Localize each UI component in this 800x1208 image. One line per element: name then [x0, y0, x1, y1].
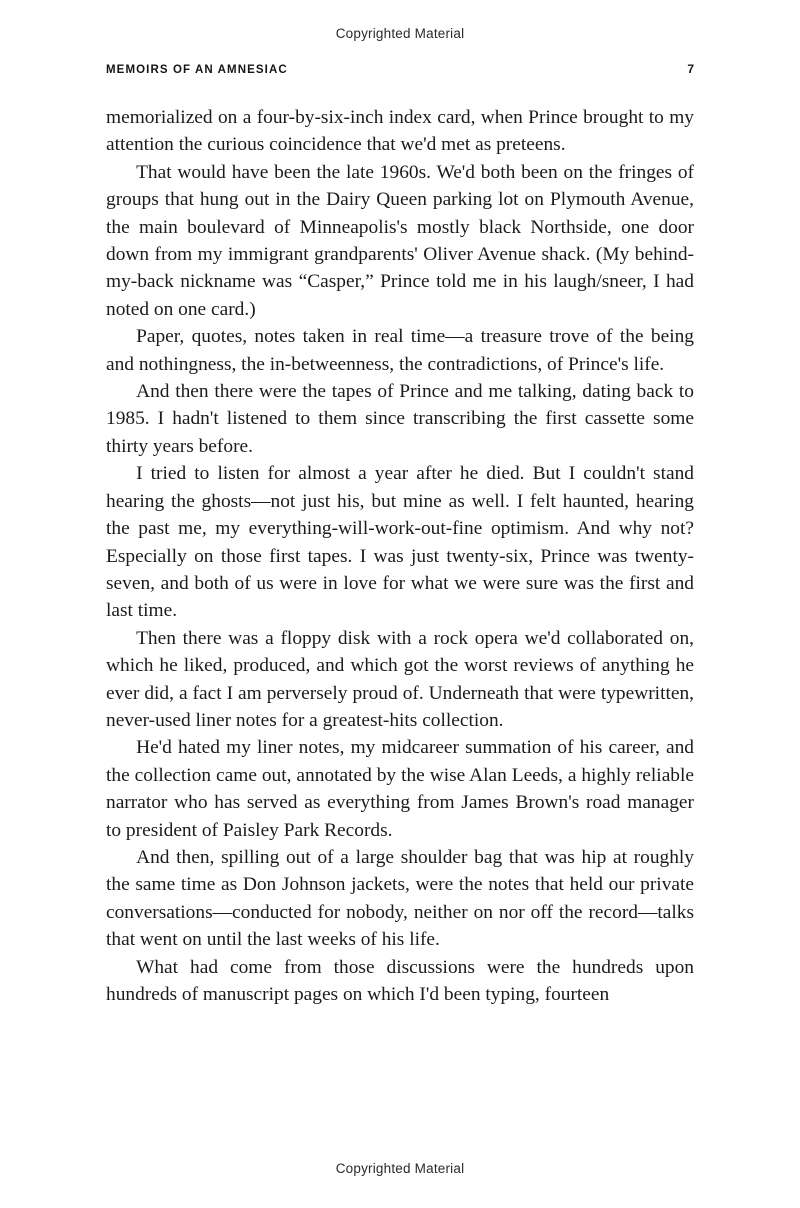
paragraph: I tried to listen for almost a year after he died. But I couldn't stand hearing the ghosts—not just his, but mine as well. I felt haunted, hearing the past me, my everything-will-work-out-fine optimism. And why not? Especially on those first tapes. I was just twenty-six, Prince was twenty-seven, and both of us were in love for what we were sure was the first and last time.: [106, 463, 694, 622]
running-head-title: MEMOIRS OF AN AMNESIAC: [106, 64, 288, 76]
copyright-watermark-bottom: Copyrighted Material: [335, 1161, 465, 1176]
page-number: 7: [687, 62, 694, 76]
copyright-watermark-top: Copyrighted Material: [335, 26, 465, 41]
paragraph: He'd hated my liner notes, my midcareer summation of his career, and the collection came out, annotated by the wise Alan Leeds, a highly reliable narrator who has served as everything from James Brown's road manager to president of Paisley Park Records.: [106, 737, 694, 841]
paragraph: Then there was a floppy disk with a rock opera we'd collaborated on, which he liked, produced, and which got the worst reviews of anything he ever did, a fact I am perversely proud of. Underneath that were typewritten, never-used liner notes for a greatest-hits collection.: [106, 627, 694, 731]
paragraph: Paper, quotes, notes taken in real time—a treasure trove of the being and nothingness, the in-betweenness, the contradictions, of Prince's life.: [106, 326, 694, 375]
paragraph: And then, spilling out of a large shoulder bag that was hip at roughly the same time as Don Johnson jackets, were the notes that held our private conversations—conducted for nobody, neither on nor off the record—talks that went on until the last weeks of his life.: [106, 846, 694, 951]
paragraph: And then there were the tapes of Prince and me talking, dating back to 1985. I hadn't listened to them since transcribing the first cassette some thirty years before.: [106, 381, 694, 457]
paragraph: memorialized on a four-by-six-inch index card, when Prince brought to my attention the curious coincidence that we'd met as preteens.: [106, 107, 694, 156]
running-head: [106, 62, 694, 76]
page-body: [106, 104, 694, 1008]
paragraph: That would have been the late 1960s. We'd both been on the fringes of groups that hung out in the Dairy Queen parking lot on Plymouth Avenue, the main boulevard of Minneapolis's mostly black Northside, one door down from my immigrant grandparents' Oliver Avenue shack. (My behind-my-back nickname was “Casper,” Prince told me in his laugh/sneer, I had noted on one card.): [106, 161, 694, 320]
paragraph: What had come from those discussions were the hundreds upon hundreds of manuscript pages on which I'd been typing, fourteen: [106, 956, 694, 1005]
